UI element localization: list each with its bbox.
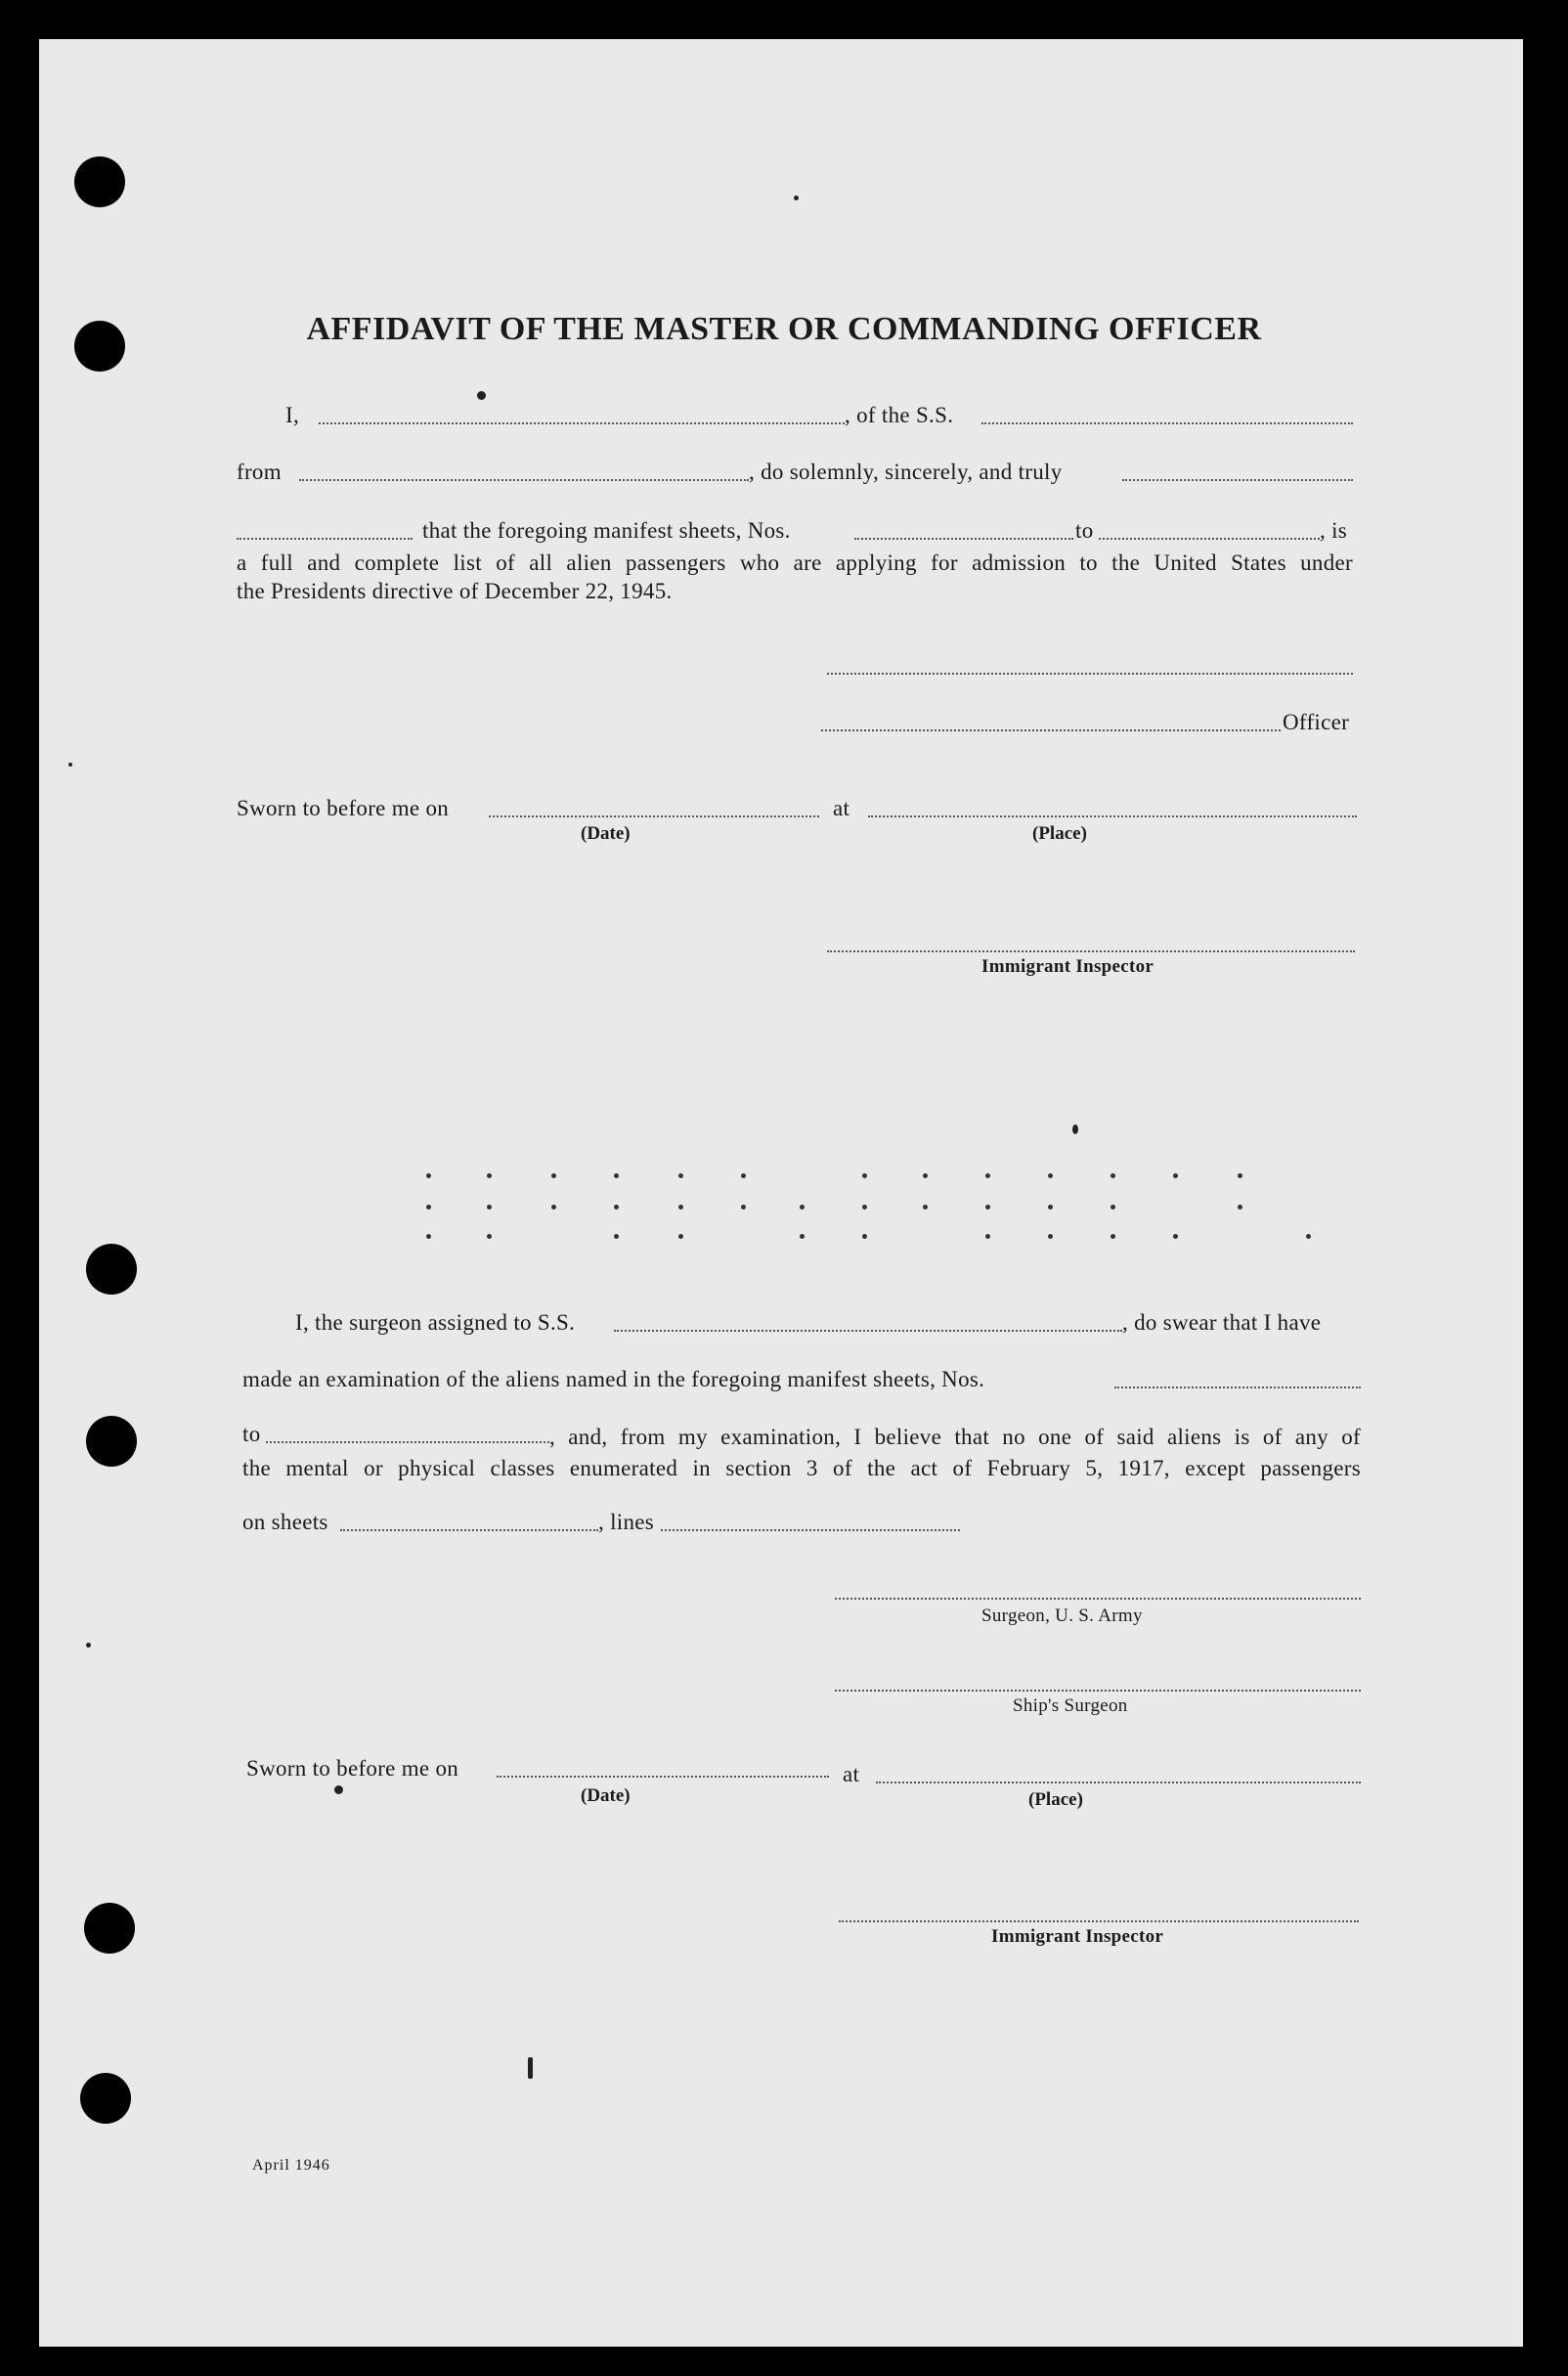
paper-speck <box>68 763 72 767</box>
document-page <box>39 39 1523 2347</box>
ship-name-field[interactable] <box>981 422 1353 424</box>
surgeon-line3-rest: , and, from my examination, I believe that no one of said aliens is of any of <box>549 1425 1361 1449</box>
surgeon-line5-mid: , lines <box>598 1510 655 1534</box>
surgeon-line1-prefix: I, the surgeon assigned to S.S. <box>295 1310 576 1335</box>
surgeon-inspector-signature-line[interactable] <box>839 1920 1359 1922</box>
master-sworn-at: at <box>833 796 850 820</box>
surgeon-sworn-at: at <box>843 1762 860 1786</box>
surgeon-sheets-to-field[interactable] <box>266 1441 549 1443</box>
surgeon-line5-prefix: on sheets <box>242 1510 328 1534</box>
punch-hole <box>84 1903 135 1954</box>
oath-verb-field[interactable] <box>237 538 413 540</box>
sheet-from-field[interactable] <box>854 538 1073 540</box>
punch-hole <box>86 1244 137 1295</box>
surgeon-line4: the mental or physical classes enumerated in section 3 of the act of February 5, 1917, except passengers <box>242 1456 1361 1480</box>
master-date-caption: (Date) <box>581 823 631 844</box>
master-paragraph-line4: a full and complete list of all alien passengers who are applying for admission to the United States under <box>237 550 1353 575</box>
master-line3-to: to <box>1075 518 1094 543</box>
punch-hole <box>86 1416 137 1467</box>
officer-signature-line-1[interactable] <box>827 673 1353 675</box>
surgeon-date-caption: (Date) <box>581 1785 631 1806</box>
master-name-field[interactable] <box>319 422 845 424</box>
master-line3-mid: that the foregoing manifest sheets, Nos. <box>422 518 791 543</box>
surgeon-sheets-from-field[interactable] <box>1114 1386 1361 1388</box>
master-line1-prefix: I, <box>285 403 300 427</box>
surgeon-sworn-date-field[interactable] <box>497 1776 829 1778</box>
officer-label: Officer <box>1283 710 1350 734</box>
army-surgeon-signature-line[interactable] <box>835 1598 1361 1600</box>
surgeon-line1-end: , do swear that I have <box>1122 1310 1322 1335</box>
paper-speck <box>794 196 799 200</box>
officer-signature-line-2[interactable] <box>821 729 1281 731</box>
surgeon-sworn-place-field[interactable] <box>876 1782 1361 1783</box>
master-inspector-signature-line[interactable] <box>827 950 1355 952</box>
ship-surgeon-label: Ship's Surgeon <box>1013 1695 1128 1716</box>
surgeon-line2: made an examination of the aliens named in the foregoing manifest sheets, Nos. <box>242 1367 985 1391</box>
surgeon-place-caption: (Place) <box>1028 1789 1083 1810</box>
paper-speck <box>1072 1124 1078 1134</box>
departure-port-field[interactable] <box>299 479 749 481</box>
master-line2-mid: , do solemnly, sincerely, and truly <box>749 460 1063 484</box>
paper-speck <box>477 391 486 400</box>
paper-speck <box>86 1643 91 1648</box>
surgeon-inspector-label: Immigrant Inspector <box>991 1926 1164 1947</box>
master-inspector-label: Immigrant Inspector <box>981 956 1154 977</box>
surgeon-ship-field[interactable] <box>614 1330 1122 1332</box>
sheet-to-field[interactable] <box>1099 538 1320 540</box>
army-surgeon-label: Surgeon, U. S. Army <box>981 1606 1143 1626</box>
exception-sheets-field[interactable] <box>340 1529 598 1531</box>
master-sworn-date-field[interactable] <box>489 815 819 817</box>
paper-speck <box>334 1785 343 1794</box>
ship-surgeon-signature-line[interactable] <box>835 1690 1361 1692</box>
surgeon-sworn-prefix: Sworn to before me on <box>246 1756 459 1781</box>
master-place-caption: (Place) <box>1032 823 1087 844</box>
paper-speck <box>528 2057 533 2079</box>
surgeon-line3-prefix: to <box>242 1422 261 1446</box>
oath-type-field[interactable] <box>1122 479 1353 481</box>
master-sworn-prefix: Sworn to before me on <box>237 796 450 820</box>
master-line1-mid: , of the S.S. <box>845 403 954 427</box>
punch-hole <box>74 156 125 207</box>
master-paragraph-line5: the Presidents directive of December 22, 1945. <box>237 579 673 603</box>
punch-hole <box>80 2073 131 2124</box>
master-sworn-place-field[interactable] <box>868 815 1357 817</box>
document-title: AFFIDAVIT OF THE MASTER OR COMMANDING OFFICER <box>306 311 1262 347</box>
exception-lines-field[interactable] <box>661 1529 960 1531</box>
master-line2-prefix: from <box>237 460 282 484</box>
master-line3-end: , is <box>1320 518 1348 543</box>
form-date: April 1946 <box>252 2157 330 2174</box>
